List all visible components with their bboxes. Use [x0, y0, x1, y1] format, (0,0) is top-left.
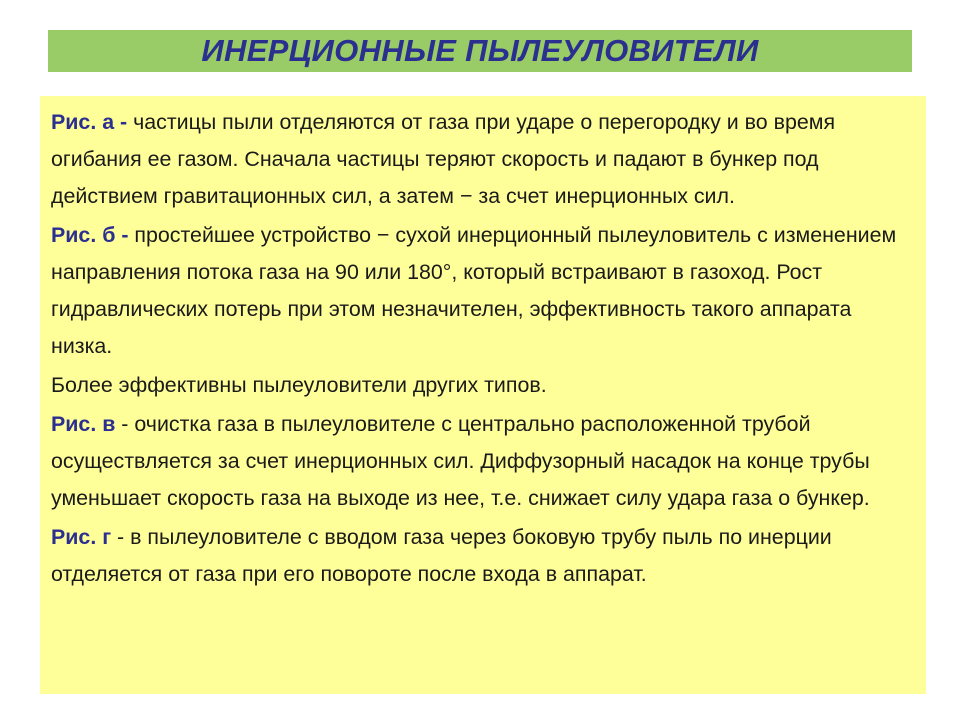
- paragraph-fig-g: [51, 519, 916, 593]
- paragraph-text: - в пылеуловителе с вводом газа через боковую трубу пыль по инерции отделяется от газа при его повороте после входа в аппарат.: [51, 525, 832, 586]
- slide-title: ИНЕРЦИОННЫЕ ПЫЛЕУЛОВИТЕЛИ: [201, 33, 759, 68]
- paragraph-fig-v: [51, 406, 916, 517]
- content-box: [40, 96, 926, 694]
- paragraph-text: частицы пыли отделяются от газа при ударе о перегородку и во время огибания ее газом. Сначала частицы теряют скорость и падают в бункер под действием гравитационных сил, а затем − за счет инерционных сил.: [51, 110, 836, 208]
- paragraph-text: Более эффективны пылеуловители других типов.: [51, 373, 547, 397]
- paragraph-fig-b: [51, 217, 916, 365]
- paragraph-label: Рис. в: [51, 412, 116, 436]
- paragraph-label: Рис. б -: [51, 223, 135, 247]
- paragraph-note: [51, 367, 916, 404]
- paragraph-label: Рис. г: [51, 525, 112, 549]
- title-banner: [48, 30, 912, 72]
- paragraph-text: простейшее устройство − сухой инерционный пылеуловитель с изменением направления потока газа на 90 или 180°, который встраивают в газоход. Рост гидравлических потерь при этом незначителен, эффективность такого аппарата низка.: [51, 223, 897, 358]
- paragraph-label: Рис. а -: [51, 110, 134, 134]
- paragraph-text: - очистка газа в пылеуловителе с центрально расположенной трубой осуществляется за счет инерционных сил. Диффузорный насадок на конце трубы уменьшает скорость газа на выходе из нее, т.е. снижает силу удара газа о бункер.: [51, 412, 870, 510]
- paragraph-fig-a: [51, 104, 916, 215]
